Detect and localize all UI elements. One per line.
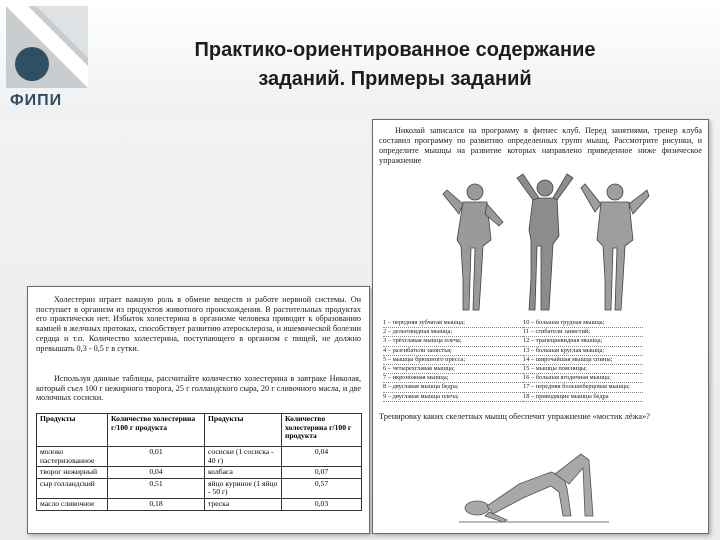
table-cell: 0,07 (282, 467, 362, 479)
logo-circle (15, 47, 49, 81)
table-cell: 0,04 (108, 467, 205, 479)
slide-title (120, 36, 670, 94)
table-cell: 0,04 (282, 447, 362, 467)
table-cell: треска (205, 498, 282, 510)
figure-back (581, 184, 649, 310)
list-item: 10 – большая грудная мышца; (523, 319, 643, 328)
table-cell: сосиски (1 сосиска - 40 г) (205, 447, 282, 467)
logo-text: ФИПИ (10, 92, 63, 109)
list-item: 16 – большая ягодичная мышца; (523, 374, 643, 383)
table-row (37, 498, 362, 510)
table-cell: 0,51 (108, 478, 205, 498)
table-cell: 0,01 (108, 447, 205, 467)
muscle-anatomy-illustration (435, 170, 655, 316)
cholesterol-task-document (27, 286, 370, 534)
table-header-cell: Продукты (37, 414, 108, 447)
list-item: 15 – мышцы поясницы; (523, 365, 643, 374)
list-item: 2 – дельтовидная мышца; (383, 328, 525, 337)
slide-header (0, 0, 720, 116)
list-item: 6 – четырехглавая мышца; (383, 365, 525, 374)
table-cell: масло сливочное (37, 498, 108, 510)
cholesterol-question: Используя данные таблицы, рассчитайте количество холестерина в завтраке Николая, который съел 100 г нежирного творога, 25 г голландского сыра, 20 г сливочного масла, и две молочных сосиски. (36, 374, 361, 403)
list-item: 3 – трёхглавая мышца плеча; (383, 337, 525, 346)
list-item: 4 – разгибатели запястья; (383, 347, 525, 356)
bridge-exercise-illustration (459, 428, 609, 524)
table-cell: 0,03 (282, 498, 362, 510)
table-cell: молоко пастеризованное (37, 447, 108, 467)
list-item: 13 – большая круглая мышца; (523, 347, 643, 356)
table-header-cell: Количество холестерина г/100 г продукта (108, 414, 205, 447)
fitness-question: Тренировку каких скелетных мышц обеспечит упражнение «мостик лёжа»? (379, 412, 650, 421)
slide-title-line1: Практико-ориентированное содержание (194, 39, 596, 61)
slide-title-line2: заданий. Примеры заданий (258, 68, 532, 90)
table-row (37, 478, 362, 498)
list-item: 7 – икроножная мышца; (383, 374, 525, 383)
table-row (37, 467, 362, 479)
table-cell: 0,57 (282, 478, 362, 498)
list-item: 17 – передняя большеберцовая мышца; (523, 383, 643, 392)
list-item: 8 – двуглавая мышца бедра; (383, 383, 525, 392)
bridge-head (465, 501, 489, 515)
fitness-task-text: Николай записался на программу в фитнес клуб. Перед занятиями, тренер клуба составил программу по развитию определенных групп мышц. Рассмотрите рисунки, и определите мышцы на развитие которых направлено приведенное ниже физическое упражнение (379, 126, 702, 165)
cholesterol-table (36, 413, 362, 511)
table-cell: колбаса (205, 467, 282, 479)
table-header-row (37, 414, 362, 447)
list-item: 11 – сгибатели запястий; (523, 328, 643, 337)
table-header-cell: Количество холестерина г/100 г продукта (282, 414, 362, 447)
bridge-body (487, 472, 571, 516)
table-cell: 0,18 (108, 498, 205, 510)
list-item: 5 – мышцы брюшного пресса; (383, 356, 525, 365)
fitness-task-document (372, 119, 709, 534)
figure-front (443, 184, 503, 310)
list-item: 1 – передняя зубчатая мышца; (383, 319, 525, 328)
list-item: 18 – приводящие мышцы бедра (523, 393, 643, 402)
bridge-arm (485, 512, 507, 522)
table-cell: творог нежирный (37, 467, 108, 479)
cholesterol-paragraph: Холестерин играет важную роль в обмене веществ и работе нервной системы. Он поступает в организм из продуктов животного происхождения. В растительных продуктах его практически нет. Избыток холестерина в организме человека приводит к образованию камней в желчных протоках, способствует развитию атеросклероза, и ишемической болезни сердца и т.п. Количество холестерина, поступающего в организм с пищей, не должно превышать 0,3 - 0,5 г в сутки. (36, 295, 361, 353)
table-row (37, 447, 362, 467)
figure-side (517, 174, 573, 310)
table-cell: сыр голландский (37, 478, 108, 498)
list-item: 9 – двуглавая мышца плеча; (383, 393, 525, 402)
table-cell: яйцо куриное (1 яйцо - 50 г) (205, 478, 282, 498)
list-item: 12 – трапециевидная мышца; (523, 337, 643, 346)
muscle-labels-left (383, 319, 525, 402)
table-header-cell: Продукты (205, 414, 282, 447)
list-item: 14 – широчайшая мышца спины; (523, 356, 643, 365)
muscle-labels-right (523, 319, 643, 402)
